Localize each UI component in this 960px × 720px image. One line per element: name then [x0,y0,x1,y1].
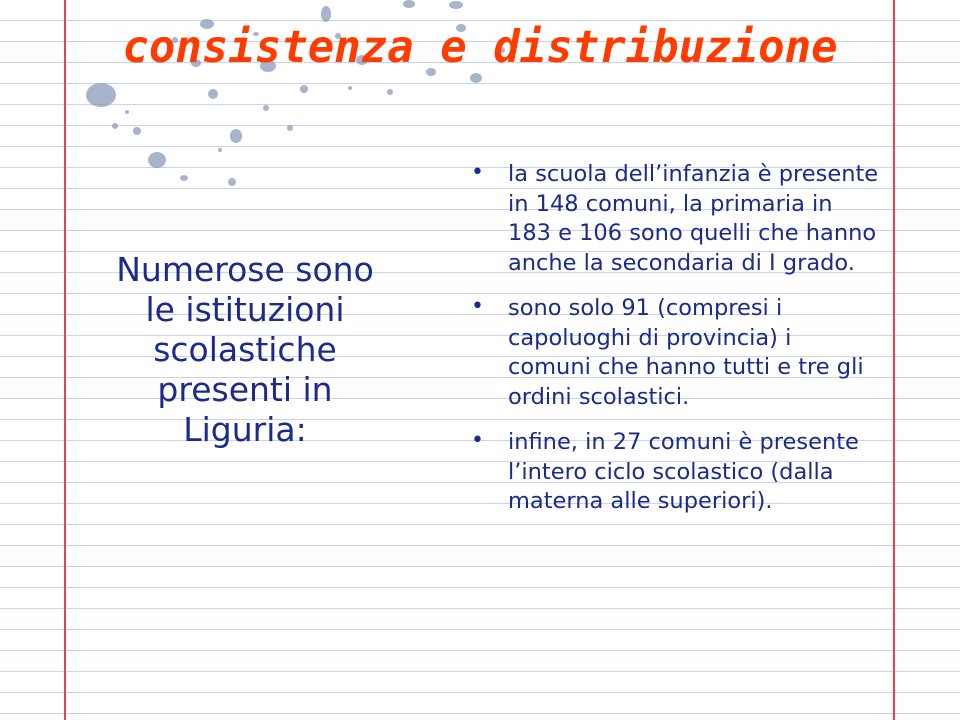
bullet-dot-icon: • [471,294,484,319]
bullet-item-ordini [460,294,880,412]
bullet-item-infanzia [460,160,880,278]
bullet-dot-icon: • [471,160,484,185]
bullet-dot-icon: • [471,428,484,453]
bullet-text: sono solo 91 (compresi i capoluoghi di provincia) i comuni che hanno tutti e tre gli ordini scolastici. [508,295,864,410]
bullet-text: infine, in 27 comuni è presente l’intero ciclo scolastico (dalla materna alle superiori). [508,429,859,514]
bullet-list [460,160,880,533]
bullet-text: la scuola dell’infanzia è presente in 148 comuni, la primaria in 183 e 106 sono quelli che hanno anche la secondaria di I grado. [508,161,879,276]
bullet-item-ciclo [460,428,880,517]
intro-text: Numerose sono le istituzioni scolastiche presenti in Liguria: [116,250,374,449]
slide-title: consistenza e distribuzione [122,22,838,73]
